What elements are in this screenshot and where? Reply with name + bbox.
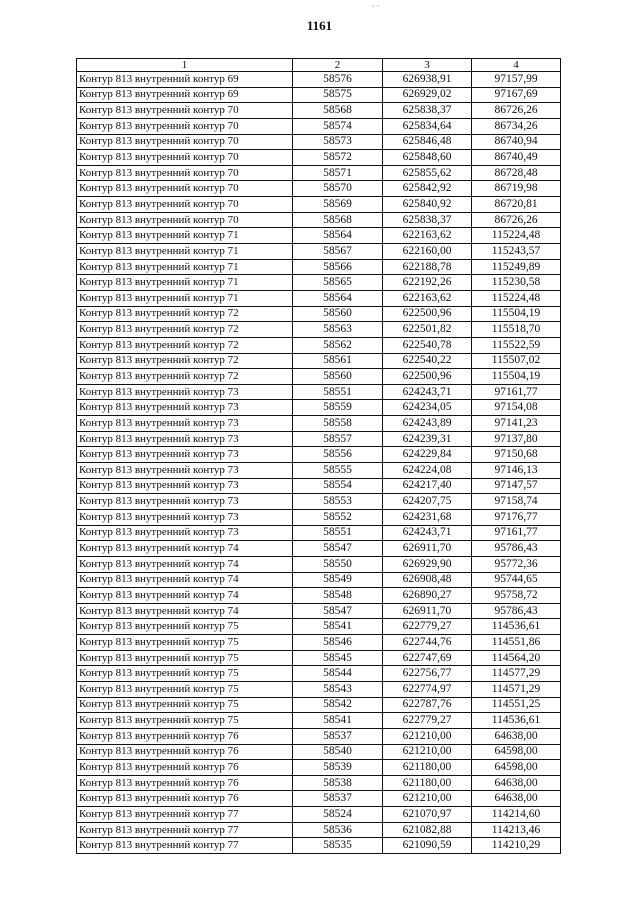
contour-name-cell: Контур 813 внутренний контур 73 xyxy=(77,416,293,432)
point-number-cell: 58543 xyxy=(293,681,383,697)
x-coordinate-cell: 624207,75 xyxy=(383,494,472,510)
column-header-1: 1 xyxy=(77,59,293,72)
point-number-cell: 58541 xyxy=(293,619,383,635)
contour-name-cell: Контур 813 внутренний контур 69 xyxy=(77,87,293,103)
point-number-cell: 58554 xyxy=(293,478,383,494)
x-coordinate-cell: 626929,02 xyxy=(383,87,472,103)
y-coordinate-cell: 64598,00 xyxy=(472,760,561,776)
x-coordinate-cell: 622188,78 xyxy=(383,259,472,275)
point-number-cell: 58546 xyxy=(293,635,383,651)
table-row xyxy=(77,556,561,572)
y-coordinate-cell: 95786,43 xyxy=(472,603,561,619)
point-number-cell: 58559 xyxy=(293,400,383,416)
y-coordinate-cell: 115507,02 xyxy=(472,353,561,369)
contour-name-cell: Контур 813 внутренний контур 75 xyxy=(77,681,293,697)
table-row xyxy=(77,619,561,635)
contour-name-cell: Контур 813 внутренний контур 70 xyxy=(77,118,293,134)
table-row xyxy=(77,822,561,838)
point-number-cell: 58574 xyxy=(293,118,383,134)
y-coordinate-cell: 97141,23 xyxy=(472,416,561,432)
contour-name-cell: Контур 813 внутренний контур 74 xyxy=(77,556,293,572)
y-coordinate-cell: 86720,81 xyxy=(472,197,561,213)
point-number-cell: 58570 xyxy=(293,181,383,197)
y-coordinate-cell: 115243,57 xyxy=(472,244,561,260)
point-number-cell: 58562 xyxy=(293,337,383,353)
y-coordinate-cell: 114213,46 xyxy=(472,822,561,838)
y-coordinate-cell: 86728,48 xyxy=(472,165,561,181)
point-number-cell: 58535 xyxy=(293,838,383,854)
x-coordinate-cell: 624229,84 xyxy=(383,447,472,463)
x-coordinate-cell: 621180,00 xyxy=(383,760,472,776)
point-number-cell: 58561 xyxy=(293,353,383,369)
table-row xyxy=(77,681,561,697)
y-coordinate-cell: 97161,77 xyxy=(472,384,561,400)
point-number-cell: 58569 xyxy=(293,197,383,213)
contour-name-cell: Контур 813 внутренний контур 70 xyxy=(77,150,293,166)
point-number-cell: 58568 xyxy=(293,103,383,119)
x-coordinate-cell: 622160,00 xyxy=(383,244,472,260)
y-coordinate-cell: 115230,58 xyxy=(472,275,561,291)
contour-name-cell: Контур 813 внутренний контур 74 xyxy=(77,572,293,588)
point-number-cell: 58565 xyxy=(293,275,383,291)
x-coordinate-cell: 624239,31 xyxy=(383,431,472,447)
y-coordinate-cell: 115224,48 xyxy=(472,228,561,244)
contour-name-cell: Контур 813 внутренний контур 71 xyxy=(77,275,293,291)
x-coordinate-cell: 622192,26 xyxy=(383,275,472,291)
x-coordinate-cell: 626890,27 xyxy=(383,588,472,604)
y-coordinate-cell: 115504,19 xyxy=(472,369,561,385)
x-coordinate-cell: 621210,00 xyxy=(383,728,472,744)
table-row xyxy=(77,635,561,651)
table-row xyxy=(77,197,561,213)
y-coordinate-cell: 97157,99 xyxy=(472,72,561,88)
table-row xyxy=(77,259,561,275)
y-coordinate-cell: 97154,08 xyxy=(472,400,561,416)
x-coordinate-cell: 626911,70 xyxy=(383,541,472,557)
x-coordinate-cell: 624224,08 xyxy=(383,463,472,479)
y-coordinate-cell: 114571,29 xyxy=(472,681,561,697)
contour-name-cell: Контур 813 внутренний контур 73 xyxy=(77,400,293,416)
contour-name-cell: Контур 813 внутренний контур 77 xyxy=(77,822,293,838)
table-row xyxy=(77,494,561,510)
table-row xyxy=(77,150,561,166)
point-number-cell: 58557 xyxy=(293,431,383,447)
point-number-cell: 58560 xyxy=(293,306,383,322)
x-coordinate-cell: 624234,05 xyxy=(383,400,472,416)
table-row xyxy=(77,118,561,134)
x-coordinate-cell: 625838,37 xyxy=(383,212,472,228)
contour-name-cell: Контур 813 внутренний контур 74 xyxy=(77,541,293,557)
x-coordinate-cell: 621070,97 xyxy=(383,807,472,823)
y-coordinate-cell: 114551,25 xyxy=(472,697,561,713)
y-coordinate-cell: 64638,00 xyxy=(472,775,561,791)
table-row xyxy=(77,322,561,338)
contour-name-cell: Контур 813 внутренний контур 70 xyxy=(77,134,293,150)
contour-name-cell: Контур 813 внутренний контур 75 xyxy=(77,697,293,713)
contour-name-cell: Контур 813 внутренний контур 75 xyxy=(77,713,293,729)
y-coordinate-cell: 115518,70 xyxy=(472,322,561,338)
point-number-cell: 58547 xyxy=(293,603,383,619)
y-coordinate-cell: 86726,26 xyxy=(472,212,561,228)
page-top-mark: · · xyxy=(372,2,380,11)
table-row xyxy=(77,760,561,776)
y-coordinate-cell: 64638,00 xyxy=(472,728,561,744)
contour-name-cell: Контур 813 внутренний контур 73 xyxy=(77,494,293,510)
y-coordinate-cell: 97146,13 xyxy=(472,463,561,479)
contour-name-cell: Контур 813 внутренний контур 75 xyxy=(77,635,293,651)
contour-name-cell: Контур 813 внутренний контур 76 xyxy=(77,775,293,791)
contour-name-cell: Контур 813 внутренний контур 74 xyxy=(77,603,293,619)
contour-name-cell: Контур 813 внутренний контур 70 xyxy=(77,181,293,197)
x-coordinate-cell: 622540,22 xyxy=(383,353,472,369)
table-row xyxy=(77,525,561,541)
y-coordinate-cell: 95744,65 xyxy=(472,572,561,588)
x-coordinate-cell: 622500,96 xyxy=(383,369,472,385)
table-row xyxy=(77,541,561,557)
point-number-cell: 58568 xyxy=(293,212,383,228)
point-number-cell: 58551 xyxy=(293,384,383,400)
contour-name-cell: Контур 813 внутренний контур 73 xyxy=(77,431,293,447)
x-coordinate-cell: 621082,88 xyxy=(383,822,472,838)
header-row xyxy=(77,59,561,72)
x-coordinate-cell: 626911,70 xyxy=(383,603,472,619)
point-number-cell: 58558 xyxy=(293,416,383,432)
point-number-cell: 58563 xyxy=(293,322,383,338)
contour-name-cell: Контур 813 внутренний контур 71 xyxy=(77,259,293,275)
x-coordinate-cell: 625848,60 xyxy=(383,150,472,166)
point-number-cell: 58538 xyxy=(293,775,383,791)
x-coordinate-cell: 622501,82 xyxy=(383,322,472,338)
contour-name-cell: Контур 813 внутренний контур 75 xyxy=(77,619,293,635)
point-number-cell: 58544 xyxy=(293,666,383,682)
point-number-cell: 58564 xyxy=(293,228,383,244)
x-coordinate-cell: 622163,62 xyxy=(383,290,472,306)
table-row xyxy=(77,306,561,322)
table-row xyxy=(77,447,561,463)
x-coordinate-cell: 622163,62 xyxy=(383,228,472,244)
x-coordinate-cell: 624243,71 xyxy=(383,384,472,400)
point-number-cell: 58567 xyxy=(293,244,383,260)
y-coordinate-cell: 114577,29 xyxy=(472,666,561,682)
y-coordinate-cell: 115224,48 xyxy=(472,290,561,306)
table-row xyxy=(77,588,561,604)
contour-name-cell: Контур 813 внутренний контур 76 xyxy=(77,791,293,807)
table-row xyxy=(77,181,561,197)
table-row xyxy=(77,72,561,88)
x-coordinate-cell: 625840,92 xyxy=(383,197,472,213)
contour-name-cell: Контур 813 внутренний контур 69 xyxy=(77,72,293,88)
point-number-cell: 58524 xyxy=(293,807,383,823)
contour-name-cell: Контур 813 внутренний контур 71 xyxy=(77,290,293,306)
table-row xyxy=(77,791,561,807)
table-row xyxy=(77,666,561,682)
y-coordinate-cell: 97137,80 xyxy=(472,431,561,447)
table-row xyxy=(77,416,561,432)
table-row xyxy=(77,134,561,150)
point-number-cell: 58556 xyxy=(293,447,383,463)
contour-name-cell: Контур 813 внутренний контур 75 xyxy=(77,666,293,682)
point-number-cell: 58572 xyxy=(293,150,383,166)
y-coordinate-cell: 97150,68 xyxy=(472,447,561,463)
y-coordinate-cell: 97161,77 xyxy=(472,525,561,541)
y-coordinate-cell: 64598,00 xyxy=(472,744,561,760)
point-number-cell: 58549 xyxy=(293,572,383,588)
table-row xyxy=(77,509,561,525)
table-row xyxy=(77,353,561,369)
contour-name-cell: Контур 813 внутренний контур 72 xyxy=(77,353,293,369)
coordinates-table xyxy=(76,58,561,854)
contour-name-cell: Контур 813 внутренний контур 76 xyxy=(77,744,293,760)
x-coordinate-cell: 625842,92 xyxy=(383,181,472,197)
table-row xyxy=(77,87,561,103)
x-coordinate-cell: 625838,37 xyxy=(383,103,472,119)
x-coordinate-cell: 622779,27 xyxy=(383,619,472,635)
table-row xyxy=(77,384,561,400)
contour-name-cell: Контур 813 внутренний контур 70 xyxy=(77,197,293,213)
contour-name-cell: Контур 813 внутренний контур 72 xyxy=(77,337,293,353)
y-coordinate-cell: 97176,77 xyxy=(472,509,561,525)
y-coordinate-cell: 97167,69 xyxy=(472,87,561,103)
table-row xyxy=(77,697,561,713)
contour-name-cell: Контур 813 внутренний контур 73 xyxy=(77,384,293,400)
y-coordinate-cell: 64638,00 xyxy=(472,791,561,807)
x-coordinate-cell: 622787,76 xyxy=(383,697,472,713)
point-number-cell: 58553 xyxy=(293,494,383,510)
point-number-cell: 58551 xyxy=(293,525,383,541)
contour-name-cell: Контур 813 внутренний контур 72 xyxy=(77,369,293,385)
table-body xyxy=(77,72,561,854)
contour-name-cell: Контур 813 внутренний контур 77 xyxy=(77,838,293,854)
x-coordinate-cell: 625855,62 xyxy=(383,165,472,181)
y-coordinate-cell: 114214,60 xyxy=(472,807,561,823)
x-coordinate-cell: 624243,71 xyxy=(383,525,472,541)
page-number: 1161 xyxy=(306,18,333,33)
x-coordinate-cell: 624217,40 xyxy=(383,478,472,494)
y-coordinate-cell: 114210,29 xyxy=(472,838,561,854)
y-coordinate-cell: 95758,72 xyxy=(472,588,561,604)
y-coordinate-cell: 115522,59 xyxy=(472,337,561,353)
point-number-cell: 58540 xyxy=(293,744,383,760)
point-number-cell: 58566 xyxy=(293,259,383,275)
point-number-cell: 58539 xyxy=(293,760,383,776)
contour-name-cell: Контур 813 внутренний контур 73 xyxy=(77,509,293,525)
contour-name-cell: Контур 813 внутренний контур 72 xyxy=(77,306,293,322)
x-coordinate-cell: 626938,91 xyxy=(383,72,472,88)
table-row xyxy=(77,290,561,306)
contour-name-cell: Контур 813 внутренний контур 76 xyxy=(77,728,293,744)
table-row xyxy=(77,478,561,494)
table-row xyxy=(77,212,561,228)
x-coordinate-cell: 624243,89 xyxy=(383,416,472,432)
contour-name-cell: Контур 813 внутренний контур 72 xyxy=(77,322,293,338)
x-coordinate-cell: 625834,64 xyxy=(383,118,472,134)
contour-name-cell: Контур 813 внутренний контур 73 xyxy=(77,478,293,494)
column-header-2: 2 xyxy=(293,59,383,72)
table-row xyxy=(77,713,561,729)
table-row xyxy=(77,400,561,416)
x-coordinate-cell: 622500,96 xyxy=(383,306,472,322)
point-number-cell: 58550 xyxy=(293,556,383,572)
contour-name-cell: Контур 813 внутренний контур 77 xyxy=(77,807,293,823)
y-coordinate-cell: 114551,86 xyxy=(472,635,561,651)
table-row xyxy=(77,807,561,823)
y-coordinate-cell: 86719,98 xyxy=(472,181,561,197)
table-row xyxy=(77,744,561,760)
table-row xyxy=(77,244,561,260)
table-row xyxy=(77,838,561,854)
contour-name-cell: Контур 813 внутренний контур 74 xyxy=(77,588,293,604)
point-number-cell: 58564 xyxy=(293,290,383,306)
table-row xyxy=(77,165,561,181)
y-coordinate-cell: 95786,43 xyxy=(472,541,561,557)
x-coordinate-cell: 622756,77 xyxy=(383,666,472,682)
contour-name-cell: Контур 813 внутренний контур 70 xyxy=(77,103,293,119)
table-row xyxy=(77,337,561,353)
point-number-cell: 58555 xyxy=(293,463,383,479)
table-row xyxy=(77,431,561,447)
y-coordinate-cell: 86740,94 xyxy=(472,134,561,150)
column-header-3: 3 xyxy=(383,59,472,72)
x-coordinate-cell: 624231,68 xyxy=(383,509,472,525)
point-number-cell: 58545 xyxy=(293,650,383,666)
y-coordinate-cell: 114564,20 xyxy=(472,650,561,666)
y-coordinate-cell: 86734,26 xyxy=(472,118,561,134)
x-coordinate-cell: 621180,00 xyxy=(383,775,472,791)
x-coordinate-cell: 622774,97 xyxy=(383,681,472,697)
contour-name-cell: Контур 813 внутренний контур 73 xyxy=(77,525,293,541)
y-coordinate-cell: 114536,61 xyxy=(472,619,561,635)
y-coordinate-cell: 97158,74 xyxy=(472,494,561,510)
table-row xyxy=(77,369,561,385)
table-row xyxy=(77,275,561,291)
contour-name-cell: Контур 813 внутренний контур 71 xyxy=(77,244,293,260)
contour-name-cell: Контур 813 внутренний контур 70 xyxy=(77,212,293,228)
y-coordinate-cell: 86726,26 xyxy=(472,103,561,119)
point-number-cell: 58542 xyxy=(293,697,383,713)
table-row xyxy=(77,463,561,479)
point-number-cell: 58560 xyxy=(293,369,383,385)
contour-name-cell: Контур 813 внутренний контур 70 xyxy=(77,165,293,181)
point-number-cell: 58537 xyxy=(293,728,383,744)
point-number-cell: 58548 xyxy=(293,588,383,604)
x-coordinate-cell: 622540,78 xyxy=(383,337,472,353)
contour-name-cell: Контур 813 внутренний контур 73 xyxy=(77,447,293,463)
x-coordinate-cell: 622779,27 xyxy=(383,713,472,729)
point-number-cell: 58571 xyxy=(293,165,383,181)
table-row xyxy=(77,775,561,791)
column-header-4: 4 xyxy=(472,59,561,72)
table-row xyxy=(77,603,561,619)
y-coordinate-cell: 115504,19 xyxy=(472,306,561,322)
table-row xyxy=(77,728,561,744)
table-row xyxy=(77,103,561,119)
point-number-cell: 58536 xyxy=(293,822,383,838)
x-coordinate-cell: 621090,59 xyxy=(383,838,472,854)
point-number-cell: 58576 xyxy=(293,72,383,88)
point-number-cell: 58552 xyxy=(293,509,383,525)
point-number-cell: 58541 xyxy=(293,713,383,729)
contour-name-cell: Контур 813 внутренний контур 73 xyxy=(77,463,293,479)
x-coordinate-cell: 621210,00 xyxy=(383,744,472,760)
point-number-cell: 58547 xyxy=(293,541,383,557)
point-number-cell: 58537 xyxy=(293,791,383,807)
point-number-cell: 58573 xyxy=(293,134,383,150)
x-coordinate-cell: 621210,00 xyxy=(383,791,472,807)
x-coordinate-cell: 622744,76 xyxy=(383,635,472,651)
x-coordinate-cell: 622747,69 xyxy=(383,650,472,666)
contour-name-cell: Контур 813 внутренний контур 76 xyxy=(77,760,293,776)
point-number-cell: 58575 xyxy=(293,87,383,103)
x-coordinate-cell: 625846,48 xyxy=(383,134,472,150)
x-coordinate-cell: 626929,90 xyxy=(383,556,472,572)
x-coordinate-cell: 626908,48 xyxy=(383,572,472,588)
contour-name-cell: Контур 813 внутренний контур 71 xyxy=(77,228,293,244)
table-row xyxy=(77,228,561,244)
y-coordinate-cell: 114536,61 xyxy=(472,713,561,729)
contour-name-cell: Контур 813 внутренний контур 75 xyxy=(77,650,293,666)
y-coordinate-cell: 86740,49 xyxy=(472,150,561,166)
y-coordinate-cell: 115249,89 xyxy=(472,259,561,275)
y-coordinate-cell: 95772,36 xyxy=(472,556,561,572)
table-row xyxy=(77,572,561,588)
table-row xyxy=(77,650,561,666)
y-coordinate-cell: 97147,57 xyxy=(472,478,561,494)
